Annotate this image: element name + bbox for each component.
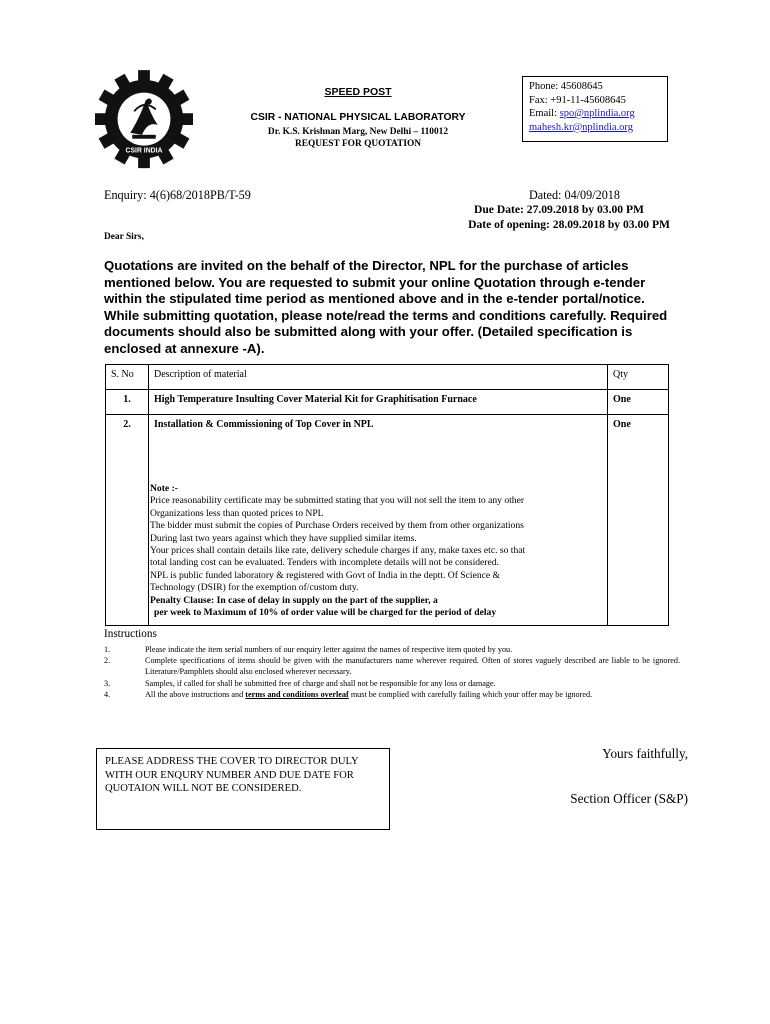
list-item: 4. All the above instructions and terms and conditions overleaf must be complied with carefully failing which your offer may be ignored. — [104, 689, 593, 699]
note-line: Price reasonability certificate may be submitted stating that you will not sell the item to any other — [150, 495, 525, 507]
row-qty: One — [608, 415, 669, 626]
table-header-row — [106, 365, 669, 390]
contact-box — [522, 76, 668, 142]
opening-date: Date of opening: 28.09.2018 by 03.00 PM — [468, 218, 670, 231]
email-row: Email: spo@nplindia.org — [529, 108, 635, 119]
note-line: Organizations less than quoted prices to NPL — [150, 507, 324, 519]
row-qty: One — [608, 390, 669, 415]
note-line: total landing cost can be evaluated. Tenders with incomplete details will not be considered. — [150, 557, 499, 569]
csir-logo — [95, 70, 193, 180]
dated-text: Dated: 04/09/2018 — [528, 188, 620, 202]
address-notice-box: PLEASE ADDRESS THE COVER TO DIRECTOR DULY WITH OUR ENQURY NUMBER AND DUE DATE FOR QUOTAION WILL NOT BE CONSIDERED. — [96, 748, 390, 830]
list-item: 1. Please indicate the item serial numbers of our enquiry letter against the names of respective item quoted by you. — [104, 645, 513, 654]
fax-text: Fax: +91-11-45608645 — [529, 94, 626, 106]
org-name: CSIR - NATIONAL PHYSICAL LABORATORY — [250, 111, 466, 123]
list-item: 3. Samples, if called for shall be submitted free of charge and shall not be responsible for any loss or damage. — [104, 678, 496, 688]
email-link-mahesh[interactable]: mahesh.kr@nplindia.org — [529, 121, 633, 133]
row-sno: 2. — [106, 415, 149, 626]
document-type: REQUEST FOR QUOTATION — [294, 139, 422, 150]
intro-paragraph: Quotations are invited on the behalf of the Director, NPL for the purchase of articles mentioned below. You are requested to submit your online Quotation through e-tender within the stipulated time period as mentioned above and in the e-tender portal/notice. While submitting quotation, please note/read the terms and conditions carefully. Required documents should also be submitted along with your offer. (Detailed specification is enclosed at annexure -A). — [104, 258, 668, 356]
penalty-clause: Penalty Clause: In case of delay in supply on the part of the supplier, a — [150, 594, 438, 606]
phone-text: Phone: 45608645 — [529, 81, 603, 92]
note-block — [150, 483, 590, 619]
table-row — [106, 390, 669, 415]
header-sno: S. No — [106, 365, 149, 390]
org-address: Dr. K.S. Krishnan Marg, New Delhi – 110012 — [267, 126, 449, 137]
penalty-clause-cont: per week to Maximum of 10% of order value will be charged for the period of delay — [154, 607, 497, 619]
logo-text: CSIR INDIA — [125, 147, 163, 155]
note-line: Your prices shall contain details like rate, delivery schedule charges if any, make taxes etc. so that — [150, 545, 526, 557]
row-sno: 1. — [106, 390, 149, 415]
signatory: Section Officer (S&P) — [570, 791, 688, 806]
enquiry-number: Enquiry: 4(6)68/2018PB/T-59 — [104, 188, 251, 202]
note-title: Note :- — [150, 483, 178, 494]
note-line: NPL is public funded laboratory & registered with Govt of India in the deptt. Of Science & — [150, 569, 500, 581]
due-date: Due Date: 27.09.2018 by 03.00 PM — [473, 203, 644, 216]
row-description: Installation & Commissioning of Top Cover in NPL — [149, 415, 608, 626]
note-line: The bidder must submit the copies of Purchase Orders received by them from other organizations — [150, 520, 524, 532]
note-line: Technology (DSIR) for the exemption of/custom duty. — [150, 582, 359, 594]
speed-post-label: SPEED POST — [324, 86, 392, 98]
row-description: High Temperature Insulting Cover Material Kit for Graphitisation Furnace — [149, 390, 608, 415]
salutation: Dear Sirs, — [104, 232, 144, 242]
terms-link[interactable]: terms and conditions overleaf — [245, 689, 349, 699]
instructions-title: Instructions — [104, 628, 157, 640]
header-description: Description of material — [149, 365, 608, 390]
header-qty: Qty — [608, 365, 669, 390]
email-link-spo[interactable]: spo@nplindia.org — [559, 108, 635, 119]
closing-text: Yours faithfully, — [602, 746, 688, 761]
letterhead — [228, 86, 488, 151]
instructions-list — [104, 644, 680, 700]
list-item: 2. Complete specifications of items should be given with the manufacturers name wherever required. Often of stores vaguely described are liable to be ignored. Literature/Pamphlets should also enclosed wherever necessary. — [104, 656, 680, 677]
note-line: During last two years against which they have supplied similar items. — [150, 532, 417, 544]
